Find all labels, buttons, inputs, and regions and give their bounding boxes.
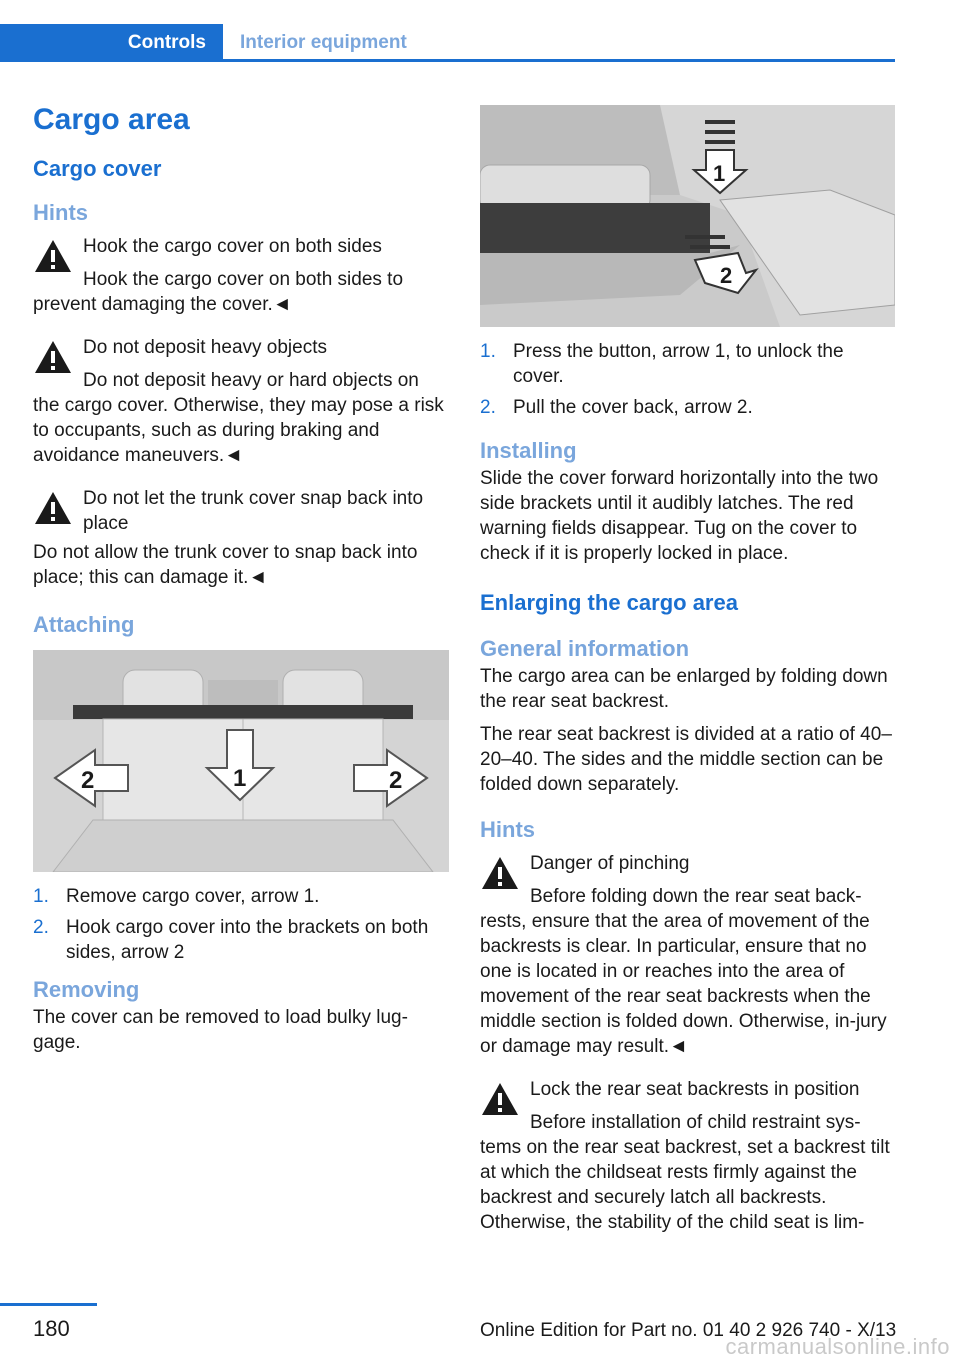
warning-icon (33, 490, 73, 526)
warning-icon (33, 339, 73, 375)
removing-heading: Removing (33, 977, 140, 1002)
figure-label-bottom: 2 (720, 263, 733, 288)
page-number: 180 (33, 1316, 70, 1341)
tab-controls[interactable]: Controls (0, 24, 223, 62)
attaching-steps (33, 884, 449, 965)
unlock-cover-figure (480, 105, 895, 327)
warning-lock-backrests (480, 1077, 895, 1235)
warning-hook-cover (33, 234, 449, 317)
warning-icon (480, 855, 520, 891)
attaching-heading: Attaching (33, 612, 135, 637)
warning-body: Hook the cargo cover on both sides to prevent damaging the cover.◄ (33, 269, 404, 315)
warning-body: Before installation of child restraint sys‐ tems on the rear seat backrest, set a backrest tilt at which the childseat rests firmly against the backrest and securely latch all backrests. Otherwise, the stability of the child seat is lim‐ (480, 1112, 890, 1233)
warning-title: Lock the rear seat backrests in position (530, 1079, 860, 1100)
tab-interior-equipment[interactable]: Interior equipment (240, 32, 407, 53)
removing-text: The cover can be removed to load bulky lug‐gage. (33, 1007, 408, 1053)
warning-pinching (480, 851, 895, 1059)
section-title-enlarging: Enlarging the cargo area (480, 590, 738, 615)
left-column (33, 100, 449, 1055)
installing-heading: Installing (480, 438, 577, 463)
warning-icon (33, 238, 73, 274)
warning-title: Do not let the trunk cover snap back into place (83, 488, 424, 534)
warning-icon (480, 1081, 520, 1117)
list-item: 2. Hook cargo cover into the brackets on both sides, arrow 2 (33, 917, 429, 963)
general-information-heading: General information (480, 636, 690, 661)
list-item: 1. Press the button, arrow 1, to unlock the cover. (480, 341, 844, 387)
warning-body: Before folding down the rear seat back‐ rests, ensure that the area of movement of the backrests is clear. In particular, ensure that no one is located in or reaches into the area of movement of the rear seat backrests when the middle section is folded down. Otherwise, in‐jury or damage may result.◄ (480, 886, 887, 1057)
figure-label-right: 2 (389, 767, 403, 794)
hints-heading-right: Hints (480, 817, 535, 842)
section-title-cargo-cover: Cargo cover (33, 156, 162, 181)
figure-label-center: 1 (233, 765, 247, 792)
cargo-cover-figure (33, 650, 449, 872)
warning-title: Do not deposit heavy objects (83, 337, 327, 358)
watermark: carmanualsonline.info (725, 1334, 950, 1359)
general-paragraph-2: The rear seat backrest is divided at a ratio of 40–20–40. The sides and the middle section can be folded down separately. (480, 724, 892, 795)
installing-text: Slide the cover forward horizontally into the two side brackets until it audibly latches. The red warning fields disappear. Tug on the cover to check if it is properly locked in place. (480, 468, 879, 564)
warning-snap-back (33, 486, 449, 590)
list-item: 2. Pull the cover back, arrow 2. (480, 397, 753, 418)
general-paragraph-1: The cargo area can be enlarged by folding down the rear seat backrest. (480, 666, 888, 712)
warning-body: Do not allow the trunk cover to snap back into place; this can damage it.◄ (33, 542, 418, 588)
warning-heavy-objects (33, 335, 449, 468)
warning-title: Danger of pinching (530, 853, 690, 874)
warning-title: Hook the cargo cover on both sides (83, 236, 382, 257)
figure-label-top: 1 (713, 161, 726, 186)
footer-rule (0, 1303, 97, 1306)
warning-body: Do not deposit heavy or hard objects on the cargo cover. Otherwise, they may pose a risk to occupants, such as during braking and avoidance maneuvers.◄ (33, 370, 444, 466)
hints-heading: Hints (33, 200, 88, 225)
edition-text: Online Edition for Part no. 01 40 2 926 740 - X/13 (480, 1320, 897, 1341)
page-title: Cargo area (33, 103, 190, 136)
unlock-steps (480, 339, 895, 420)
figure-label-left: 2 (81, 767, 95, 794)
right-column (480, 105, 895, 1235)
list-item: 1. Remove cargo cover, arrow 1. (33, 886, 320, 907)
